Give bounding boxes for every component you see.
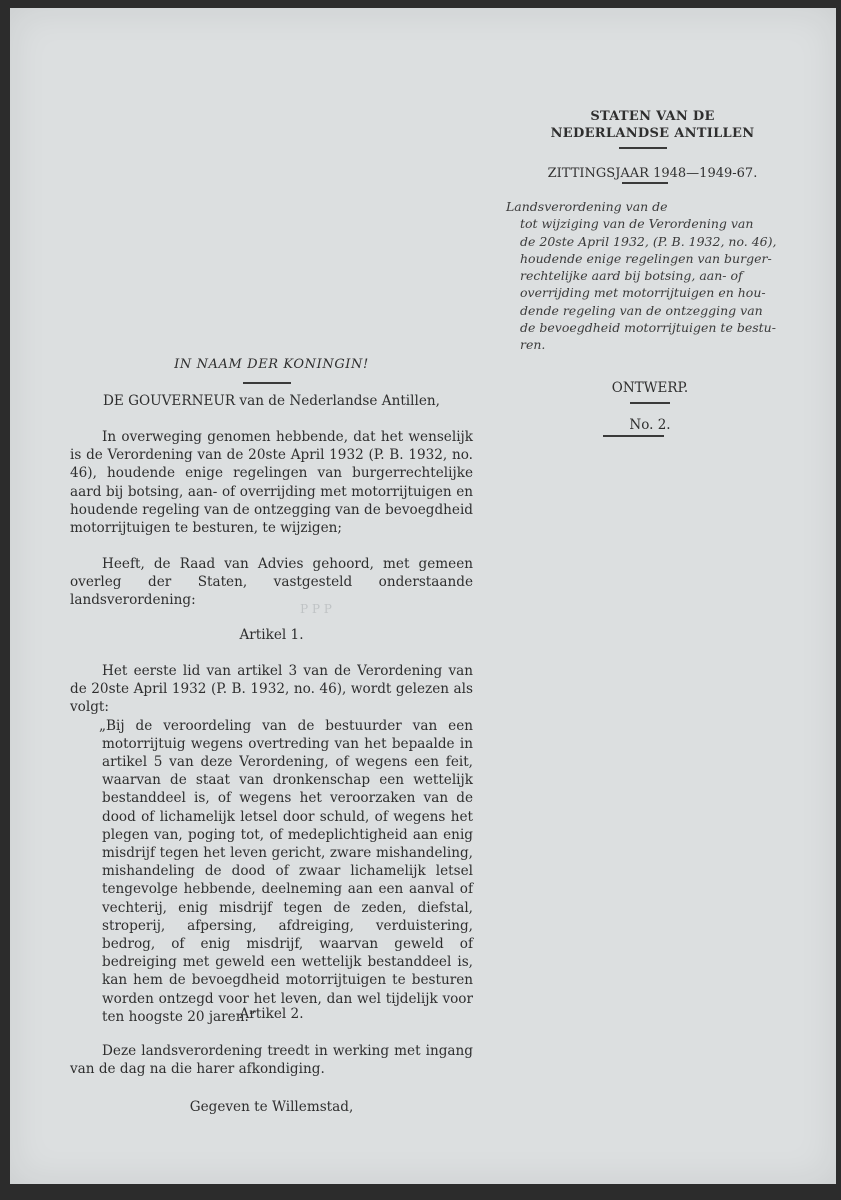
number-rule (603, 435, 664, 437)
article-1-quote: „Bij de veroordeling van de bestuurder van een motorrijtuig wegens overtreding van het bepaalde in artikel 5 van deze Verordening, of wegens een feit, waarvan de staat van dronkenschap een wettelijk bestanddeel is, of wegens het veroorzaken van de dood of lichamelijk letsel door schuld, of wegens het plegen van, poging tot, of medeplichtigheid aan enig misdrijf tegen het leven gericht, zware mishandeling, mishandeling de dood of zwaar lichamelijk letsel tengevolge hebbende, deelneming aan een aanval of vechterij, enig misdrijf tegen de zeden, diefstal, stroperij, afpersing, afdreiging, verduistering, bedrog, of enig misdrijf, waarvan geweld of bedreiging met geweld een wettelijk bestanddeel is, kan hem de bevoegdheid motorrijtuigen te besturen worden ontzegd voor het leven, dan wel tijdelijk voor ten hoogste 20 jaren.” (99, 717, 473, 1025)
subject-line: dende regeling van de ontzegging van (520, 302, 763, 318)
preamble-block (70, 428, 473, 537)
article-2-text: Deze landsverordening treedt in werking met ingang van de dag na die harer afkondiging. (70, 1043, 473, 1078)
article-2-block (70, 1042, 473, 1078)
subject-line: overrijding met motorrijtuigen en hou- (520, 285, 766, 301)
draft-label: ONTWERP. (611, 380, 689, 396)
parliament-header (510, 108, 795, 142)
subject-line: houdende enige regelingen van burger- (520, 250, 772, 266)
subject-line: ren. (520, 337, 546, 353)
subject-line: Landsverordening van de (506, 199, 668, 214)
invocation: IN NAAM DER KONINGIN! (174, 357, 369, 372)
article-2-title: Artikel 2. (239, 1006, 304, 1022)
document-page (10, 8, 836, 1184)
article-2-heading-block (70, 1005, 473, 1023)
subject-line: tot wijziging van de Verordening van (520, 216, 754, 232)
governor-line: DE GOUVERNEUR van de Nederlandse Antillen, (103, 393, 440, 409)
enactment-clause: Heeft, de Raad van Advies gehoord, met gemeen overleg der Staten, vastgesteld onderstaande landsverordening: (70, 556, 473, 609)
closing-block (70, 1098, 473, 1116)
org-line-1: STATEN VAN DE (590, 109, 715, 124)
invocation-rule (243, 382, 291, 384)
governor-block (70, 392, 473, 410)
invocation-block (70, 356, 473, 374)
ordinance-subject (506, 198, 798, 354)
article-1-title: Artikel 1. (239, 627, 304, 643)
subject-line: rechtelijke aard bij botsing, aan- of (520, 268, 743, 284)
preamble: In overweging genomen hebbende, dat het wenselijk is de Verordening van de 20ste April 1932 (P. B. 1932, no. 46), houdende enige regelingen van burgerrechtelijke aard bij botsing, aan- of overrijding met motorrijtuigen en houdende regeling van de ontzegging van de bevoegdheid motorrijtuigen te besturen, te wijzigen; (70, 429, 473, 537)
subject-line: de 20ste April 1932, (P. B. 1932, no. 46), (520, 233, 777, 249)
article-1-intro: Het eerste lid van artikel 3 van de Verordening van de 20ste April 1932 (P. B. 1932, no. 46), wordt gelezen als volgt: (70, 663, 473, 716)
draft-rule (630, 402, 670, 404)
enactment-block (70, 555, 473, 610)
document-number: No. 2. (629, 417, 671, 433)
header-rule (619, 147, 667, 149)
session-rule (622, 182, 668, 184)
session-year: ZITTINGSJAAR 1948—1949-67. (547, 166, 758, 181)
closing-line: Gegeven te Willemstad, (189, 1099, 354, 1115)
article-1-heading-block (70, 626, 473, 644)
bleed-through: ꟼ ꟼ ꟼ (300, 602, 332, 616)
subject-line: de bevoegdheid motorrijtuigen te bestu- (520, 320, 776, 336)
article-1-block (70, 662, 473, 1026)
org-line-2: NEDERLANDSE ANTILLEN (550, 126, 755, 141)
